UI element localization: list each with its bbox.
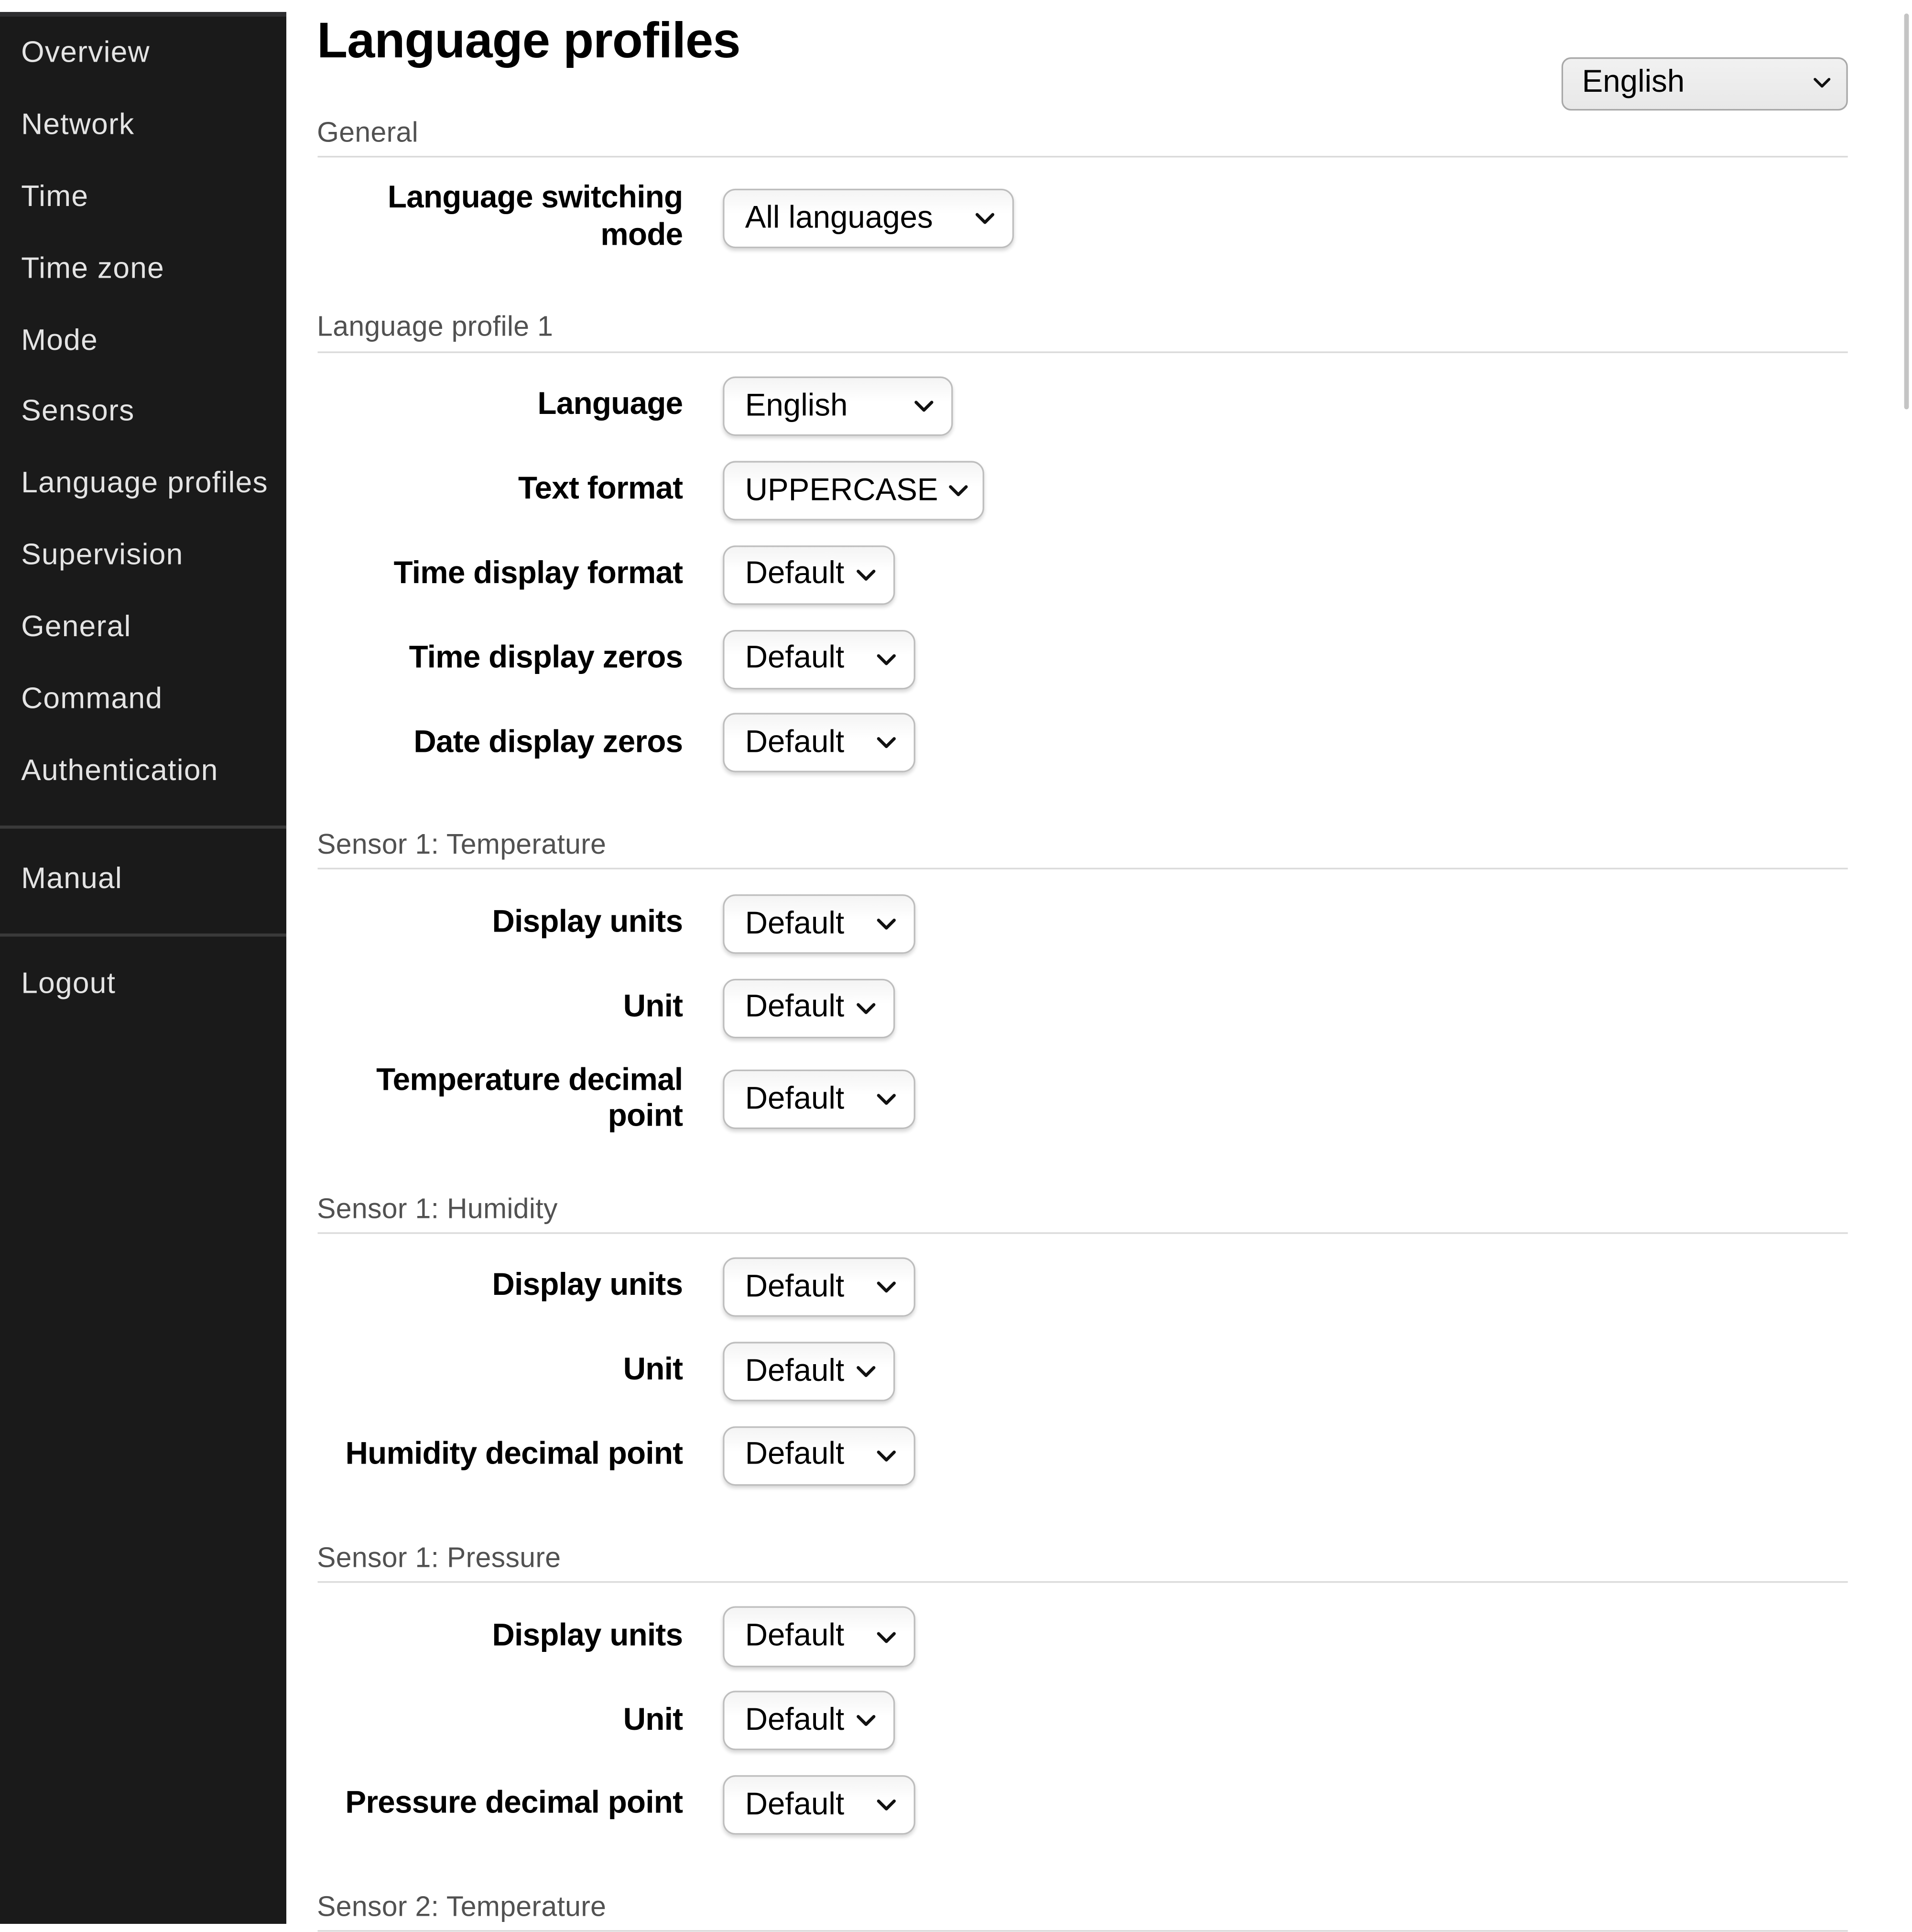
select-value: Default bbox=[745, 1354, 845, 1389]
sidebar-nav-footer bbox=[0, 950, 287, 1021]
section-heading: Sensor 1: Pressure bbox=[317, 1541, 1848, 1582]
select-value: Default bbox=[745, 1618, 845, 1653]
humidity-decimal-point-select[interactable] bbox=[723, 1426, 915, 1486]
sidebar-item-mode[interactable]: Mode bbox=[21, 324, 98, 358]
field-label: Temperature decimal point bbox=[376, 1063, 683, 1134]
chevron-down-icon bbox=[876, 1450, 897, 1462]
select-value: Default bbox=[745, 906, 845, 941]
form-sections bbox=[317, 117, 1848, 1932]
form-row-display-units bbox=[317, 1607, 1848, 1667]
section-sensor-1-temperature bbox=[317, 829, 1848, 1137]
language-profiles-page bbox=[0, 12, 1912, 1924]
text-format-select[interactable] bbox=[723, 461, 984, 521]
form-row-language-switching-mode bbox=[317, 182, 1848, 255]
form-row-unit bbox=[317, 1342, 1848, 1401]
field-label: Humidity decimal point bbox=[345, 1437, 683, 1472]
ui-language-select[interactable] bbox=[1562, 56, 1848, 109]
field-label: Unit bbox=[623, 1353, 683, 1388]
field-label: Language switching mode bbox=[387, 182, 683, 253]
field-label: Date display zeros bbox=[413, 725, 683, 760]
sidebar-nav-secondary bbox=[0, 844, 287, 915]
field-label: Text format bbox=[518, 472, 683, 507]
chevron-down-icon bbox=[974, 212, 995, 225]
form-row-unit bbox=[317, 1691, 1848, 1751]
select-value: Default bbox=[745, 1270, 845, 1304]
chevron-down-icon bbox=[855, 569, 876, 581]
display-units-select[interactable] bbox=[723, 1607, 915, 1667]
chevron-down-icon bbox=[876, 1093, 897, 1106]
time-display-format-select[interactable] bbox=[723, 545, 894, 605]
field-label: Pressure decimal point bbox=[345, 1786, 683, 1821]
section-general bbox=[317, 117, 1848, 256]
chevron-down-icon bbox=[855, 1002, 876, 1014]
chevron-down-icon bbox=[1814, 77, 1831, 88]
sidebar-divider bbox=[0, 826, 287, 830]
main-content bbox=[287, 12, 1912, 1932]
field-label: Time display zeros bbox=[409, 640, 683, 675]
form-row-language bbox=[317, 377, 1848, 436]
sidebar-item-logout[interactable]: Logout bbox=[21, 968, 116, 1001]
select-value: Default bbox=[745, 641, 845, 676]
sidebar-item-overview[interactable]: Overview bbox=[21, 37, 150, 70]
form-row-time-display-zeros bbox=[317, 629, 1848, 689]
chevron-down-icon bbox=[855, 1366, 876, 1378]
sidebar-divider bbox=[0, 933, 287, 937]
select-value: Default bbox=[745, 1787, 845, 1822]
field-label: Display units bbox=[492, 1618, 683, 1653]
form-row-display-units bbox=[317, 1258, 1848, 1317]
sidebar-item-general[interactable]: General bbox=[21, 611, 131, 645]
section-sensor-1-pressure bbox=[317, 1541, 1848, 1835]
chevron-down-icon bbox=[876, 1799, 897, 1811]
field-label: Time display format bbox=[393, 556, 683, 591]
select-value: All languages bbox=[745, 200, 933, 235]
display-units-select[interactable] bbox=[723, 1258, 915, 1317]
select-value: UPPERCASE bbox=[745, 473, 938, 508]
select-value: Default bbox=[745, 990, 845, 1025]
sidebar-item-time-zone[interactable]: Time zone bbox=[21, 252, 165, 285]
unit-select[interactable] bbox=[723, 978, 894, 1038]
display-units-select[interactable] bbox=[723, 894, 915, 954]
pressure-decimal-point-select[interactable] bbox=[723, 1775, 915, 1835]
ui-language-select-value: English bbox=[1582, 65, 1685, 100]
chevron-down-icon bbox=[855, 1715, 876, 1727]
sidebar-item-authentication[interactable]: Authentication bbox=[21, 755, 218, 788]
time-display-zeros-select[interactable] bbox=[723, 629, 915, 689]
field-label: Display units bbox=[492, 1269, 683, 1304]
section-heading: Sensor 2: Temperature bbox=[317, 1891, 1848, 1932]
chevron-down-icon bbox=[876, 653, 897, 665]
chevron-down-icon bbox=[914, 401, 935, 413]
field-label: Unit bbox=[623, 989, 683, 1024]
form-row-pressure-decimal-point bbox=[317, 1775, 1848, 1835]
chevron-down-icon bbox=[876, 1281, 897, 1294]
form-row-temperature-decimal-point bbox=[317, 1063, 1848, 1136]
date-display-zeros-select[interactable] bbox=[723, 713, 915, 773]
field-label: Language bbox=[537, 388, 683, 423]
sidebar-item-manual[interactable]: Manual bbox=[21, 862, 123, 895]
sidebar-nav-main bbox=[0, 18, 287, 808]
sidebar-item-command[interactable]: Command bbox=[21, 683, 163, 716]
sidebar-item-network[interactable]: Network bbox=[21, 109, 135, 142]
field-label: Unit bbox=[623, 1702, 683, 1737]
language-select[interactable] bbox=[723, 377, 954, 436]
section-heading: General bbox=[317, 117, 1848, 157]
form-row-unit bbox=[317, 978, 1848, 1038]
chevron-down-icon bbox=[876, 1630, 897, 1643]
sidebar-item-supervision[interactable]: Supervision bbox=[21, 540, 184, 573]
sidebar bbox=[0, 12, 287, 1924]
page-title: Language profiles bbox=[317, 12, 740, 68]
field-label: Display units bbox=[492, 905, 683, 940]
section-language-profile-1 bbox=[317, 312, 1848, 773]
select-value: Default bbox=[745, 557, 845, 592]
sidebar-item-sensors[interactable]: Sensors bbox=[21, 396, 135, 429]
select-value: Default bbox=[745, 1081, 845, 1116]
unit-select[interactable] bbox=[723, 1342, 894, 1401]
section-sensor-1-humidity bbox=[317, 1193, 1848, 1486]
form-row-date-display-zeros bbox=[317, 713, 1848, 773]
unit-select[interactable] bbox=[723, 1691, 894, 1751]
select-value: Default bbox=[745, 725, 845, 760]
language-switching-mode-select[interactable] bbox=[723, 189, 1013, 249]
chevron-down-icon bbox=[876, 918, 897, 930]
sidebar-item-language-profiles[interactable]: Language profiles bbox=[21, 467, 268, 501]
form-row-display-units bbox=[317, 894, 1848, 954]
form-row-time-display-format bbox=[317, 545, 1848, 605]
chevron-down-icon bbox=[947, 485, 968, 497]
chevron-down-icon bbox=[876, 737, 897, 749]
section-heading: Sensor 1: Temperature bbox=[317, 829, 1848, 870]
select-value: Default bbox=[745, 1438, 845, 1473]
form-row-humidity-decimal-point bbox=[317, 1426, 1848, 1486]
select-value: English bbox=[745, 389, 848, 423]
section-sensor-2-temperature bbox=[317, 1891, 1848, 1932]
select-value: Default bbox=[745, 1703, 845, 1737]
section-heading: Language profile 1 bbox=[317, 312, 1848, 352]
temperature-decimal-point-select[interactable] bbox=[723, 1070, 915, 1129]
scrollbar-thumb[interactable] bbox=[1903, 13, 1909, 409]
sidebar-item-time[interactable]: Time bbox=[21, 180, 89, 214]
form-row-text-format bbox=[317, 461, 1848, 521]
section-heading: Sensor 1: Humidity bbox=[317, 1193, 1848, 1233]
